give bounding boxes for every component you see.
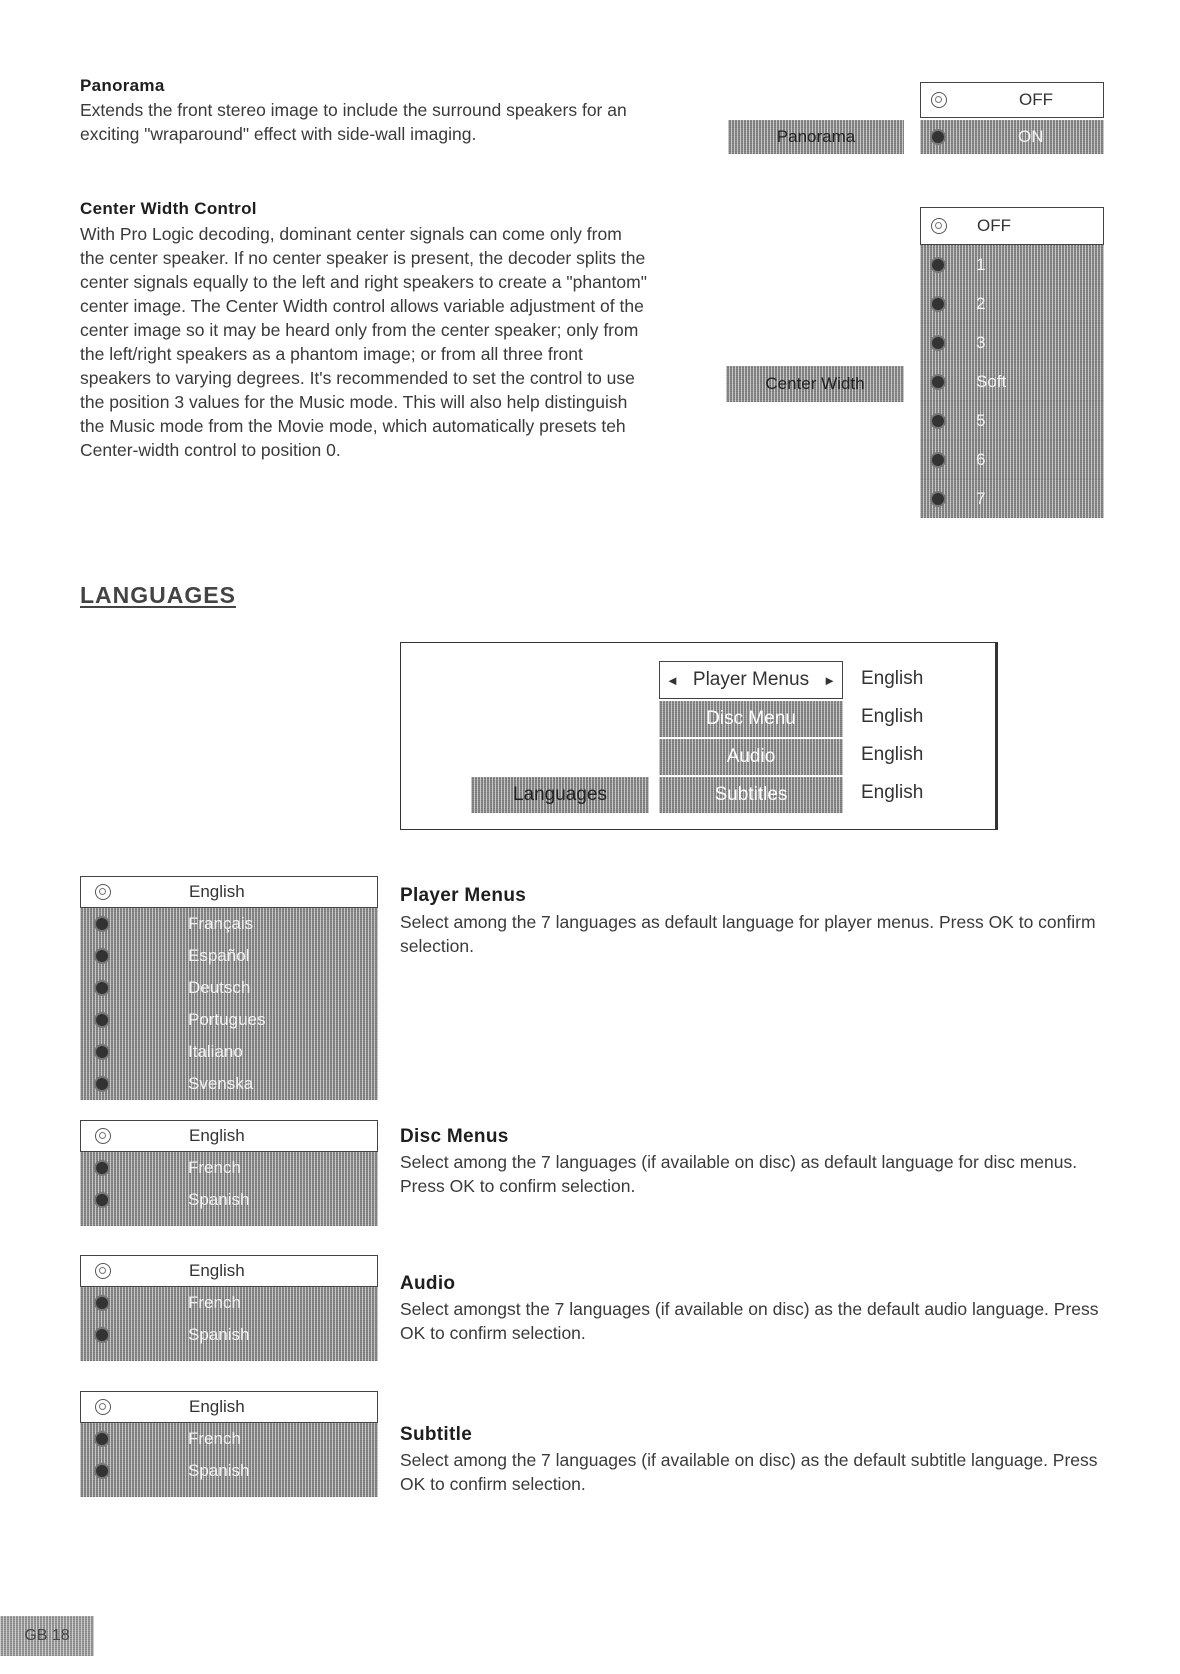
center-width-option-label: 5 [976, 410, 986, 430]
center-width-option-off[interactable] [920, 207, 1104, 245]
radio-filled-icon [930, 296, 946, 312]
center-width-option-label: 7 [976, 488, 986, 508]
radio-filled-icon [94, 1192, 110, 1208]
page-number-tag [0, 1616, 94, 1656]
radio-empty-icon [95, 1263, 111, 1279]
center-width-option-label: 2 [976, 293, 986, 313]
radio-filled-icon [930, 413, 946, 429]
radio-filled-icon [94, 916, 110, 932]
languages-menu-text: Languages [512, 784, 608, 805]
center-width-menu-text: Center Width [765, 374, 865, 393]
subtitles-value: English [861, 782, 924, 803]
player-menus-option[interactable] [80, 1004, 378, 1036]
player-menus-option[interactable] [80, 972, 378, 1004]
arrow-right-icon: ► [823, 672, 836, 688]
subtitle-description: Select among the 7 languages (if available on disc) as the default subtitle language. Press OK to confirm selection. [400, 1450, 1098, 1494]
panorama-option-off-label: OFF [1019, 90, 1053, 109]
languages-menu-label[interactable] [471, 777, 649, 813]
audio-option-list [80, 1255, 378, 1361]
subtitle-heading: Subtitle [400, 1424, 473, 1445]
player-menus-option-label: Svenska [188, 1074, 254, 1093]
subtitle-option-label: Spanish [188, 1461, 250, 1480]
subtitle-option[interactable] [80, 1391, 378, 1423]
radio-filled-icon [930, 257, 946, 273]
center-width-option-2[interactable] [920, 284, 1104, 323]
panorama-description: Extends the front stereo image to include the surround speakers for an exciting "wraparound" effect with side-wall imaging. [80, 100, 627, 144]
player-menus-option[interactable] [80, 1068, 378, 1100]
radio-filled-icon [94, 1160, 110, 1176]
center-width-option-label: 3 [976, 332, 986, 352]
audio-option[interactable] [80, 1287, 378, 1319]
audio-option-label: Spanish [188, 1325, 250, 1344]
disc-menus-option-label: Spanish [188, 1190, 250, 1209]
audio-heading: Audio [400, 1273, 456, 1294]
player-menus-option-label: Español [188, 946, 250, 965]
player-menus-value: English [861, 668, 924, 689]
languages-item-audio[interactable] [659, 739, 843, 775]
player-menus-option[interactable] [80, 876, 378, 908]
radio-filled-icon [94, 1431, 110, 1447]
center-width-option-5[interactable] [920, 401, 1104, 440]
radio-filled-icon [930, 129, 946, 145]
player-menus-option[interactable] [80, 908, 378, 940]
radio-filled-icon [930, 491, 946, 507]
player-menus-option[interactable] [80, 1036, 378, 1068]
panorama-option-on[interactable] [920, 120, 1104, 154]
center-width-option-3[interactable] [920, 323, 1104, 362]
subtitle-option-label: English [189, 1397, 245, 1416]
subtitle-option-cut [80, 1487, 378, 1497]
radio-empty-icon [95, 884, 111, 900]
languages-item-label: Disc Menu [706, 708, 796, 729]
subtitle-option[interactable] [80, 1455, 378, 1487]
audio-option[interactable] [80, 1255, 378, 1287]
radio-filled-icon [930, 335, 946, 351]
panorama-menu-text: Panorama [776, 127, 856, 146]
center-width-option-7[interactable] [920, 479, 1104, 518]
radio-filled-icon [930, 452, 946, 468]
panorama-option-off[interactable] [920, 82, 1104, 118]
audio-value: English [861, 744, 924, 765]
radio-filled-icon [94, 1076, 110, 1092]
radio-filled-icon [94, 980, 110, 996]
center-width-option-label: 1 [976, 254, 986, 274]
languages-item-disc-menu[interactable] [659, 701, 843, 737]
player-menus-option-label: Deutsch [188, 978, 251, 997]
disc-menus-option[interactable] [80, 1120, 378, 1152]
center-width-option-label: 6 [976, 449, 986, 469]
disc-menu-value: English [861, 706, 924, 727]
audio-option-cut [80, 1351, 378, 1361]
player-menus-option-label: Français [188, 914, 254, 933]
subtitle-option-label: French [188, 1429, 241, 1448]
player-menus-option-label: Italiano [188, 1042, 243, 1061]
disc-menus-option[interactable] [80, 1184, 378, 1216]
arrow-left-icon: ◄ [666, 672, 679, 688]
radio-filled-icon [94, 1295, 110, 1311]
player-menus-option-label: English [189, 882, 245, 901]
radio-filled-icon [94, 1327, 110, 1343]
radio-filled-icon [94, 1044, 110, 1060]
disc-menus-option-label: French [188, 1158, 241, 1177]
subtitle-option[interactable] [80, 1423, 378, 1455]
disc-menus-option-cut [80, 1216, 378, 1226]
disc-menus-description: Select among the 7 languages (if available on disc) as default language for disc menus. Press OK to confirm selection. [400, 1152, 1078, 1196]
player-menus-heading: Player Menus [400, 885, 527, 906]
panorama-menu-label[interactable] [728, 120, 904, 154]
disc-menus-option-list [80, 1120, 378, 1226]
audio-option-label: English [189, 1261, 245, 1280]
panorama-heading: Panorama [80, 76, 165, 95]
radio-empty-icon [931, 218, 947, 234]
radio-empty-icon [95, 1399, 111, 1415]
radio-empty-icon [95, 1128, 111, 1144]
audio-option[interactable] [80, 1319, 378, 1351]
radio-filled-icon [94, 948, 110, 964]
player-menus-option-label: Portugues [188, 1010, 266, 1029]
player-menus-option-list [80, 876, 378, 1100]
languages-item-label: Player Menus [692, 669, 810, 690]
panorama-option-on-label: ON [1018, 127, 1044, 146]
player-menus-option[interactable] [80, 940, 378, 972]
player-menus-description: Select among the 7 languages as default language for player menus. Press OK to confirm selection. [400, 912, 1096, 956]
center-width-option-6[interactable] [920, 440, 1104, 479]
center-width-option-1[interactable] [920, 245, 1104, 284]
languages-item-label: Subtitles [714, 784, 788, 805]
radio-filled-icon [94, 1012, 110, 1028]
audio-option-label: French [188, 1293, 241, 1312]
page-number-text: GB 18 [24, 1627, 70, 1644]
languages-item-label: Audio [726, 746, 776, 767]
radio-empty-icon [931, 92, 947, 108]
disc-menus-option-label: English [189, 1126, 245, 1145]
center-width-option-list [920, 207, 1104, 519]
languages-item-player-menus[interactable] [659, 661, 843, 699]
disc-menus-heading: Disc Menus [400, 1126, 509, 1147]
center-width-option-soft[interactable] [920, 362, 1104, 401]
center-width-heading: Center Width Control [80, 199, 257, 218]
languages-menu-panel [400, 642, 998, 830]
audio-description: Select amongst the 7 languages (if available on disc) as the default audio language. Press OK to confirm selection. [400, 1299, 1099, 1343]
subtitle-option-list [80, 1391, 378, 1497]
center-width-option-label: Soft [976, 371, 1007, 391]
center-width-description: With Pro Logic decoding, dominant center signals can come only from the center speaker. If no center speaker is present, the decoder splits the center signals equally to the left and right speakers to create a "phantom" center image. The Center Width control allows variable adjustment of the center image so it may be heard only from the center speaker; only from the left/right speakers as a phantom image; or from all three front speakers to varying degrees. It's recommended to set the control to use the position 3 values for the Music mode. This will also help distinguish the Music mode from the Movie mode, which automatically presets teh Center-width control to position 0. [80, 224, 647, 460]
radio-filled-icon [930, 374, 946, 390]
languages-item-subtitles[interactable] [659, 777, 843, 813]
radio-filled-icon [94, 1463, 110, 1479]
center-width-menu-label[interactable] [726, 366, 904, 402]
languages-section-title: LANGUAGES [80, 582, 236, 608]
disc-menus-option[interactable] [80, 1152, 378, 1184]
center-width-option-label: OFF [977, 216, 1011, 235]
